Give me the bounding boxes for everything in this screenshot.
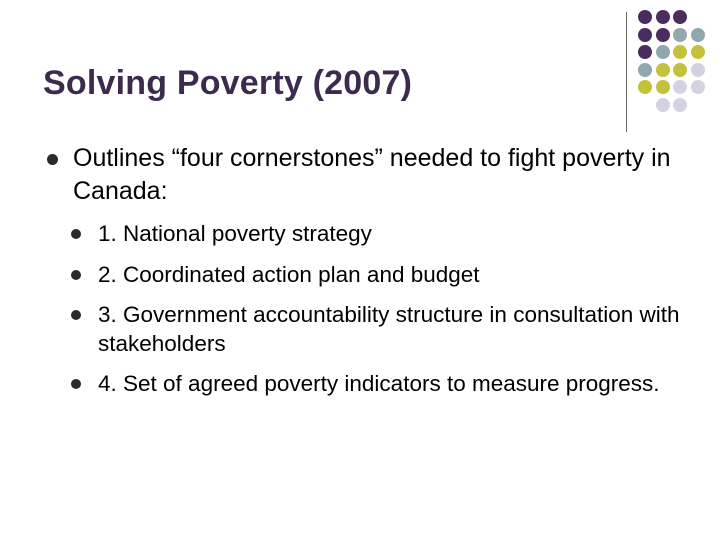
decorative-dot: [691, 28, 705, 42]
sub-bullet-text: 1. National poverty strategy: [98, 221, 372, 246]
sub-bullet-list: [45, 220, 685, 399]
decorative-dot: [691, 80, 705, 94]
decorative-dot: [691, 45, 705, 59]
decorative-dot: [656, 80, 670, 94]
bullet-icon: [71, 310, 81, 320]
sub-bullet-item: [98, 370, 685, 399]
slide-content: [45, 142, 685, 411]
title-divider: [626, 12, 627, 132]
decorative-dot-grid: [638, 10, 720, 120]
sub-bullet-item: [98, 220, 685, 249]
decorative-dot: [673, 80, 687, 94]
decorative-dot: [638, 45, 652, 59]
decorative-dot: [656, 28, 670, 42]
decorative-dot: [673, 98, 687, 112]
decorative-dot: [656, 10, 670, 24]
sub-bullet-text: 3. Government accountability structure in consultation with stakeholders: [98, 302, 680, 356]
decorative-dot: [638, 10, 652, 24]
decorative-dot: [691, 63, 705, 77]
decorative-dot: [656, 45, 670, 59]
bullet-icon: [71, 229, 81, 239]
decorative-dot: [638, 80, 652, 94]
decorative-dot: [673, 45, 687, 59]
decorative-dot: [673, 63, 687, 77]
main-bullet-text: Outlines “four cornerstones” needed to fight poverty in Canada:: [73, 144, 671, 205]
decorative-dot: [673, 10, 687, 24]
decorative-dot: [656, 63, 670, 77]
sub-bullet-item: [98, 261, 685, 290]
bullet-icon: [71, 379, 81, 389]
decorative-dot: [673, 28, 687, 42]
decorative-dot: [638, 63, 652, 77]
sub-bullet-item: [98, 301, 685, 358]
sub-bullet-text: 2. Coordinated action plan and budget: [98, 261, 480, 287]
main-bullet-item: [45, 142, 685, 208]
bullet-icon: [47, 154, 58, 165]
slide-title: Solving Poverty (2007): [43, 64, 413, 102]
decorative-dot: [638, 28, 652, 42]
decorative-dot: [656, 98, 670, 112]
bullet-icon: [71, 270, 81, 280]
sub-bullet-text: 4. Set of agreed poverty indicators to measure progress.: [98, 371, 660, 396]
